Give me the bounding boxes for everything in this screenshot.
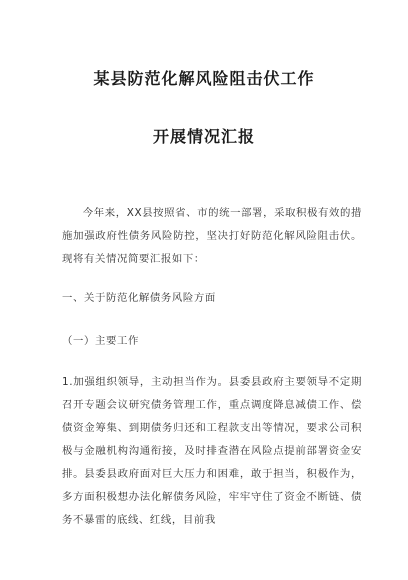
section-heading: 一、关于防范化解债务风险方面 bbox=[62, 292, 216, 304]
intro-paragraph: 今年来，XX县按照省、市的统一部署，采取积极有效的措施加强政府性债务风险防控，坚决打好防范化解风险阻击伏。现将有关情况简要汇报如下： bbox=[62, 207, 363, 265]
subsection-heading: （一）主要工作 bbox=[62, 335, 139, 347]
item-1-paragraph: 1.加强组织领导，主动担当作为。县委县政府主要领导不定期召开专题会议研究债务管理工作，重点调度降息减债工作、偿债资金筹集、到期债务归还和工程款支出等情况，要求公司积极与金融机构沟通衔接，及时排查潜在风险点提前部署资金安排。县委县政府面对巨大压力和困难，敢于担当，积极作为，多方面积极想办法化解债务风险，牢牢守住了资金不断链、债务不暴雷的底线、红线，目前我 bbox=[62, 376, 362, 526]
document-subtitle: 开展情况汇报 bbox=[152, 127, 255, 146]
document-title: 某县防范化解风险阻击伏工作 bbox=[93, 69, 315, 88]
